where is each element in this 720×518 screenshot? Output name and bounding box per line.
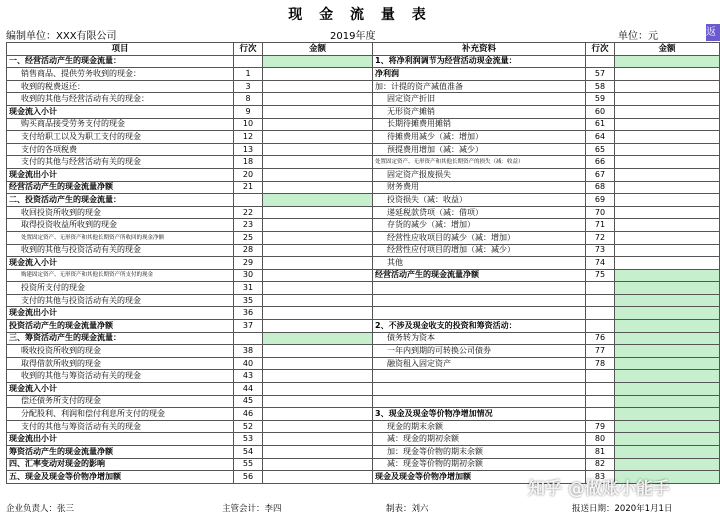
item-label: 支付给职工以及为职工支付的现金 [7,131,234,144]
amount-cell[interactable] [263,55,373,68]
table-row [7,383,720,396]
item-line-no: 38 [234,345,263,358]
table-row [7,156,720,169]
amount-cell[interactable] [263,433,373,446]
supplement-label: 预提费用增加（减：减少） [373,143,586,156]
supplement-line-no: 58 [586,80,615,93]
amount-cell[interactable] [263,282,373,295]
item-label: 吸收投资所收到的现金 [7,345,234,358]
supplement-label [373,294,586,307]
return-tab[interactable]: 返 [706,24,720,41]
supplement-label [373,307,586,320]
supplement-amount-cell[interactable] [615,408,720,421]
supplement-label: 现金及现金等价物净增加额 [373,471,586,484]
supplement-label: 1、将净利润调节为经营活动现金流量： [373,55,586,68]
item-label: 现金流出小计 [7,433,234,446]
supplement-line-no: 69 [586,194,615,207]
supplement-line-no: 60 [586,105,615,118]
item-line-no: 45 [234,395,263,408]
supplement-label: 其他 [373,257,586,270]
item-line-no: 56 [234,471,263,484]
table-row [7,131,720,144]
supplement-line-no [586,294,615,307]
supplement-label: 财务费用 [373,181,586,194]
amount-cell[interactable] [263,408,373,421]
supplement-line-no: 61 [586,118,615,131]
item-line-no: 46 [234,408,263,421]
supplement-label: 净利润 [373,68,586,81]
supplement-amount-cell[interactable] [615,458,720,471]
item-label: 取得借款所收到的现金 [7,357,234,370]
supplement-label [373,370,586,383]
amount-cell[interactable] [263,68,373,81]
item-label: 现金流入小计 [7,383,234,396]
amount-cell[interactable] [263,357,373,370]
supplement-amount-cell[interactable] [615,194,720,207]
table-row [7,219,720,232]
supplement-label: 2、不涉及现金收支的投资和筹资活动： [373,320,586,333]
supplement-label: 债务转为资本 [373,332,586,345]
supplement-label: 固定资产折旧 [373,93,586,106]
watermark: 知乎 @做账小能手 [528,479,670,499]
item-line-no: 18 [234,156,263,169]
table-row [7,206,720,219]
supplement-amount-cell[interactable] [615,55,720,68]
supplement-amount-cell[interactable] [615,383,720,396]
item-label: 五、现金及现金等价物净增加额 [7,471,234,484]
item-line-no: 35 [234,294,263,307]
supplement-line-no [586,55,615,68]
supplement-label: 经营活动产生的现金流量净额 [373,269,586,282]
amount-cell[interactable] [263,471,373,484]
unit-label: 单位：元 [618,31,658,42]
supplement-label: 无形资产摊销 [373,105,586,118]
supplement-label: 融资租入固定资产 [373,357,586,370]
item-line-no [234,55,263,68]
supplement-amount-cell[interactable] [615,244,720,257]
amount-cell[interactable] [263,168,373,181]
item-line-no: 23 [234,219,263,232]
supplement-label: 处置固定资产、无形资产和其他长期资产的损失（减：收益） [373,156,586,169]
table-row [7,93,720,106]
supplement-line-no: 57 [586,68,615,81]
supplement-label: 一年内到期的可转换公司债券 [373,345,586,358]
supplement-label: 加：计提的资产减值准备 [373,80,586,93]
table-row [7,269,720,282]
supplement-label: 减：现金等价物的期初余额 [373,458,586,471]
supplement-amount-cell[interactable] [615,156,720,169]
table-row [7,307,720,320]
item-line-no: 28 [234,244,263,257]
supplement-line-no: 81 [586,446,615,459]
amount-cell[interactable] [263,332,373,345]
item-line-no: 43 [234,370,263,383]
supplement-label: 递延税款贷项（减：借项） [373,206,586,219]
supplement-line-no [586,383,615,396]
supplement-amount-cell[interactable] [615,131,720,144]
item-label: 收回投资所收到的现金 [7,206,234,219]
item-label: 偿还债务所支付的现金 [7,395,234,408]
item-line-no: 53 [234,433,263,446]
amount-cell[interactable] [263,181,373,194]
amount-cell[interactable] [263,194,373,207]
item-label: 收到的其他与筹资活动有关的现金 [7,370,234,383]
header-no2: 行次 [586,43,615,56]
table-row [7,408,720,421]
amount-cell[interactable] [263,420,373,433]
item-label: 现金流入小计 [7,257,234,270]
supplement-label: 存货的减少（减：增加） [373,219,586,232]
table-row [7,357,720,370]
item-line-no: 13 [234,143,263,156]
item-line-no: 29 [234,257,263,270]
supplement-amount-cell[interactable] [615,93,720,106]
year-label: 2019年度 [330,31,376,42]
amount-cell[interactable] [263,143,373,156]
table-row [7,244,720,257]
amount-cell[interactable] [263,118,373,131]
table-row [7,294,720,307]
table-row [7,458,720,471]
supplement-amount-cell[interactable] [615,269,720,282]
table-row [7,446,720,459]
item-line-no: 8 [234,93,263,106]
supplement-amount-cell[interactable] [615,307,720,320]
table-row [7,395,720,408]
supplement-line-no: 80 [586,433,615,446]
header-amount2: 金额 [615,43,720,56]
item-line-no: 25 [234,231,263,244]
amount-cell[interactable] [263,105,373,118]
item-line-no: 52 [234,420,263,433]
table-row [7,257,720,270]
supplement-line-no: 82 [586,458,615,471]
table-row [7,118,720,131]
amount-cell[interactable] [263,257,373,270]
amount-cell[interactable] [263,244,373,257]
item-label: 经营活动产生的现金流量净额 [7,181,234,194]
supplement-line-no: 70 [586,206,615,219]
supplement-label [373,282,586,295]
amount-cell[interactable] [263,294,373,307]
supplement-line-no [586,408,615,421]
supplement-amount-cell[interactable] [615,257,720,270]
item-line-no: 40 [234,357,263,370]
supplement-label: 经营性应付项目的增加（减：减少） [373,244,586,257]
item-label: 现金流出小计 [7,307,234,320]
supplement-amount-cell[interactable] [615,143,720,156]
item-label: 支付的其他与筹资活动有关的现金 [7,420,234,433]
table-row [7,181,720,194]
item-line-no [234,332,263,345]
table-header-row [7,43,720,56]
item-label: 收到的税费返还： [7,80,234,93]
supplement-label: 加：现金等价物的期末余额 [373,446,586,459]
amount-cell[interactable] [263,370,373,383]
item-label: 三、筹资活动产生的现金流量： [7,332,234,345]
item-label: 购买商品接受劳务支付的现金 [7,118,234,131]
table-row [7,68,720,81]
report-title: 现 金 流 量 表 [288,7,432,23]
table-row [7,282,720,295]
table-row [7,55,720,68]
supplement-line-no [586,320,615,333]
supplement-amount-cell[interactable] [615,219,720,232]
amount-cell[interactable] [263,231,373,244]
amount-cell[interactable] [263,131,373,144]
supplement-label: 减：现金的期初余额 [373,433,586,446]
amount-cell[interactable] [263,345,373,358]
item-label: 支付的其他与经营活动有关的现金 [7,156,234,169]
amount-cell[interactable] [263,320,373,333]
item-line-no: 44 [234,383,263,396]
amount-cell[interactable] [263,80,373,93]
supplement-line-no: 76 [586,332,615,345]
supplement-label: 现金的期末余额 [373,420,586,433]
amount-cell[interactable] [263,446,373,459]
supplement-line-no [586,307,615,320]
supplement-line-no: 77 [586,345,615,358]
amount-cell[interactable] [263,307,373,320]
supplement-amount-cell[interactable] [615,105,720,118]
supplement-label: 3、现金及现金等价物净增加情况 [373,408,586,421]
table-row [7,105,720,118]
item-line-no: 54 [234,446,263,459]
supplement-line-no: 72 [586,231,615,244]
footer-preparer: 制表：刘六 [386,504,429,514]
table-row [7,168,720,181]
item-line-no: 37 [234,320,263,333]
supplement-amount-cell[interactable] [615,345,720,358]
supplement-amount-cell[interactable] [615,231,720,244]
item-line-no: 36 [234,307,263,320]
amount-cell[interactable] [263,383,373,396]
item-label: 分配股利、利润和偿付利息所支付的现金 [7,408,234,421]
header-amount: 金额 [263,43,373,56]
table-row [7,345,720,358]
supplement-amount-cell[interactable] [615,320,720,333]
supplement-amount-cell[interactable] [615,118,720,131]
supplement-label [373,383,586,396]
cash-flow-table [6,42,720,484]
item-line-no: 9 [234,105,263,118]
supplement-amount-cell[interactable] [615,433,720,446]
supplement-amount-cell[interactable] [615,168,720,181]
supplement-line-no: 73 [586,244,615,257]
item-line-no: 31 [234,282,263,295]
supplement-label: 投资损失（减：收益） [373,194,586,207]
item-line-no: 20 [234,168,263,181]
item-label: 筹资活动产生的现金流量净额 [7,446,234,459]
supplement-label [373,395,586,408]
amount-cell[interactable] [263,93,373,106]
supplement-amount-cell[interactable] [615,370,720,383]
footer-date: 报送日期：2020年1月1日 [572,504,673,514]
footer-head: 企业负责人：张三 [6,504,75,514]
supplement-amount-cell[interactable] [615,294,720,307]
item-line-no: 55 [234,458,263,471]
table-row [7,194,720,207]
org-label: 编制单位：XXX有限公司 [6,31,117,42]
table-row [7,231,720,244]
item-line-no: 12 [234,131,263,144]
amount-cell[interactable] [263,206,373,219]
item-label: 现金流入小计 [7,105,234,118]
supplement-line-no: 74 [586,257,615,270]
amount-cell[interactable] [263,219,373,232]
amount-cell[interactable] [263,395,373,408]
table-row [7,433,720,446]
supplement-amount-cell[interactable] [615,181,720,194]
supplement-line-no: 79 [586,420,615,433]
supplement-line-no [586,370,615,383]
supplement-label: 经营性应收项目的减少（减：增加） [373,231,586,244]
table-row [7,80,720,93]
item-label: 支付的其他与投资活动有关的现金 [7,294,234,307]
item-label: 处置固定资产、无形资产和其他长期资产所收回的现金净额 [7,231,234,244]
table-row [7,143,720,156]
supplement-amount-cell[interactable] [615,68,720,81]
supplement-line-no: 65 [586,143,615,156]
amount-cell[interactable] [263,458,373,471]
header-item: 项目 [7,43,234,56]
table-row [7,332,720,345]
item-line-no: 10 [234,118,263,131]
table-row [7,320,720,333]
item-label: 收到的其他与投资活动有关的现金 [7,244,234,257]
item-label: 投资所支付的现金 [7,282,234,295]
item-line-no: 22 [234,206,263,219]
footer-accountant: 主管会计：李四 [222,504,282,514]
supplement-amount-cell[interactable] [615,395,720,408]
supplement-line-no: 71 [586,219,615,232]
supplement-amount-cell[interactable] [615,357,720,370]
table-row [7,370,720,383]
supplement-amount-cell[interactable] [615,332,720,345]
item-label: 销售商品、提供劳务收到的现金： [7,68,234,81]
item-label: 二、投资活动产生的现金流量： [7,194,234,207]
amount-cell[interactable] [263,156,373,169]
table-row [7,420,720,433]
item-label: 投资活动产生的现金流量净额 [7,320,234,333]
item-label: 四、汇率变动对现金的影响 [7,458,234,471]
item-line-no: 21 [234,181,263,194]
supplement-amount-cell[interactable] [615,206,720,219]
item-line-no [234,194,263,207]
item-line-no: 3 [234,80,263,93]
item-line-no: 1 [234,68,263,81]
supplement-line-no [586,282,615,295]
item-label: 取得投资收益所收到的现金 [7,219,234,232]
supplement-line-no: 75 [586,269,615,282]
item-label: 收到的其他与经营活动有关的现金： [7,93,234,106]
supplement-line-no [586,395,615,408]
item-label: 购建固定资产、无形资产和其他长期资产所支付的现金 [7,269,234,282]
supplement-line-no: 66 [586,156,615,169]
item-label: 现金流出小计 [7,168,234,181]
supplement-line-no: 59 [586,93,615,106]
header-no: 行次 [234,43,263,56]
supplement-line-no: 83 [586,471,615,484]
supplement-line-no: 64 [586,131,615,144]
item-label: 支付的各项税费 [7,143,234,156]
header-supplement: 补充资料 [373,43,586,56]
item-label: 一、经营活动产生的现金流量： [7,55,234,68]
amount-cell[interactable] [263,269,373,282]
supplement-line-no: 68 [586,181,615,194]
supplement-amount-cell[interactable] [615,80,720,93]
supplement-label: 待摊费用减少（减：增加） [373,131,586,144]
supplement-line-no: 67 [586,168,615,181]
supplement-label: 固定资产报废损失 [373,168,586,181]
supplement-amount-cell[interactable] [615,420,720,433]
supplement-amount-cell[interactable] [615,446,720,459]
supplement-amount-cell[interactable] [615,282,720,295]
supplement-line-no: 78 [586,357,615,370]
item-line-no: 30 [234,269,263,282]
supplement-label: 长期待摊费用摊销 [373,118,586,131]
